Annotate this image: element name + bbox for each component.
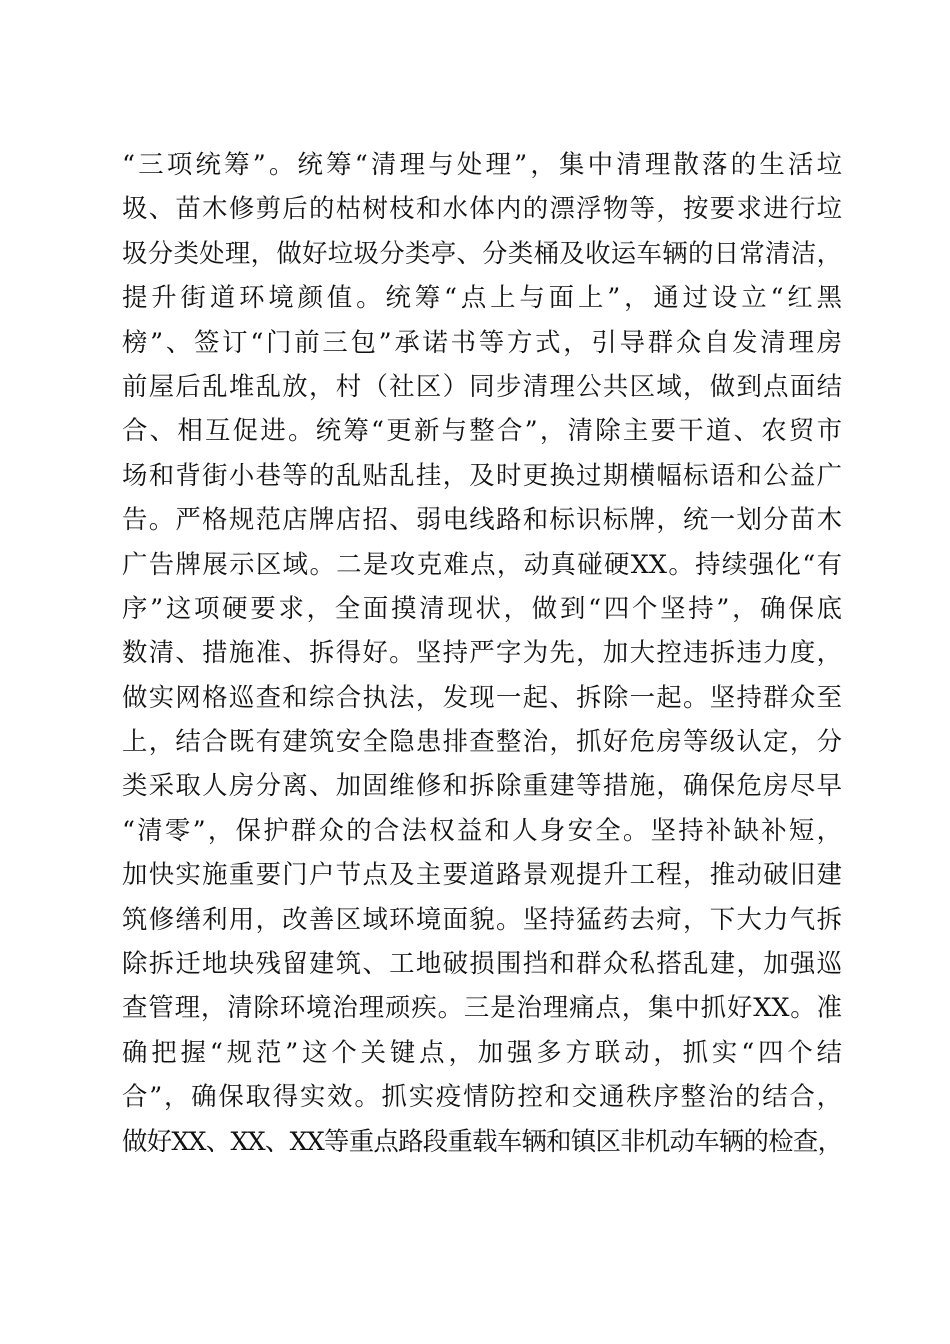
text-line: 广告牌展示区域。二是攻克难点，动真碰硬XX。持续强化“有 [122,548,842,579]
text-line: 类采取人房分离、加固维修和拆除重建等措施，确保危房尽早 [122,770,842,801]
text-line: 圾分类处理，做好垃圾分类亭、分类桶及收运车辆的日常清洁， [122,237,842,268]
text-line: 场和背街小巷等的乱贴乱挂，及时更换过期横幅标语和公益广 [122,459,842,490]
text-line: 筑修缮利用，改善区域环境面貌。坚持猛药去疴，下大力气拆 [122,903,842,934]
text-line: 除拆迁地块残留建筑、工地破损围挡和群众私搭乱建，加强巡 [122,948,842,979]
text-line: 前屋后乱堆乱放，村（社区）同步清理公共区域，做到点面结 [122,370,842,401]
text-line: 数清、措施准、拆得好。坚持严字为先，加大控违拆违力度， [122,637,842,668]
text-line: 做好XX、XX、XX等重点路段重载车辆和镇区非机动车辆的检查， [122,1125,842,1156]
text-line: 榜”、签订“门前三包”承诺书等方式，引导群众自发清理房 [122,326,842,357]
text-line: 提升街道环境颜值。统筹“点上与面上”，通过设立“红黑 [122,282,842,313]
text-line: 合、相互促进。统筹“更新与整合”，清除主要干道、农贸市 [122,415,842,446]
text-line: 圾、苗木修剪后的枯树枝和水体内的漂浮物等，按要求进行垃 [122,193,842,224]
text-line: “清零”，保护群众的合法权益和人身安全。坚持补缺补短， [122,814,842,845]
text-line: 告。严格规范店牌店招、弱电线路和标识标牌，统一划分苗木 [122,504,842,535]
text-line: 序”这项硬要求，全面摸清现状，做到“四个坚持”，确保底 [122,592,842,623]
text-line: 做实网格巡查和综合执法，发现一起、拆除一起。坚持群众至 [122,681,842,712]
body-paragraph [122,142,842,1163]
text-line: 加快实施重要门户节点及主要道路景观提升工程，推动破旧建 [122,859,842,890]
text-line: 上，结合既有建筑安全隐患排查整治，抓好危房等级认定，分 [122,726,842,757]
text-line: 确把握“规范”这个关键点，加强多方联动，抓实“四个结 [122,1036,842,1067]
text-line: 合”，确保取得实效。抓实疫情防控和交通秩序整治的结合， [122,1081,842,1112]
text-line: 查管理，清除环境治理顽疾。三是治理痛点，集中抓好XX。准 [122,992,842,1023]
text-line: “三项统筹”。统筹“清理与处理”，集中清理散落的生活垃 [122,149,842,179]
